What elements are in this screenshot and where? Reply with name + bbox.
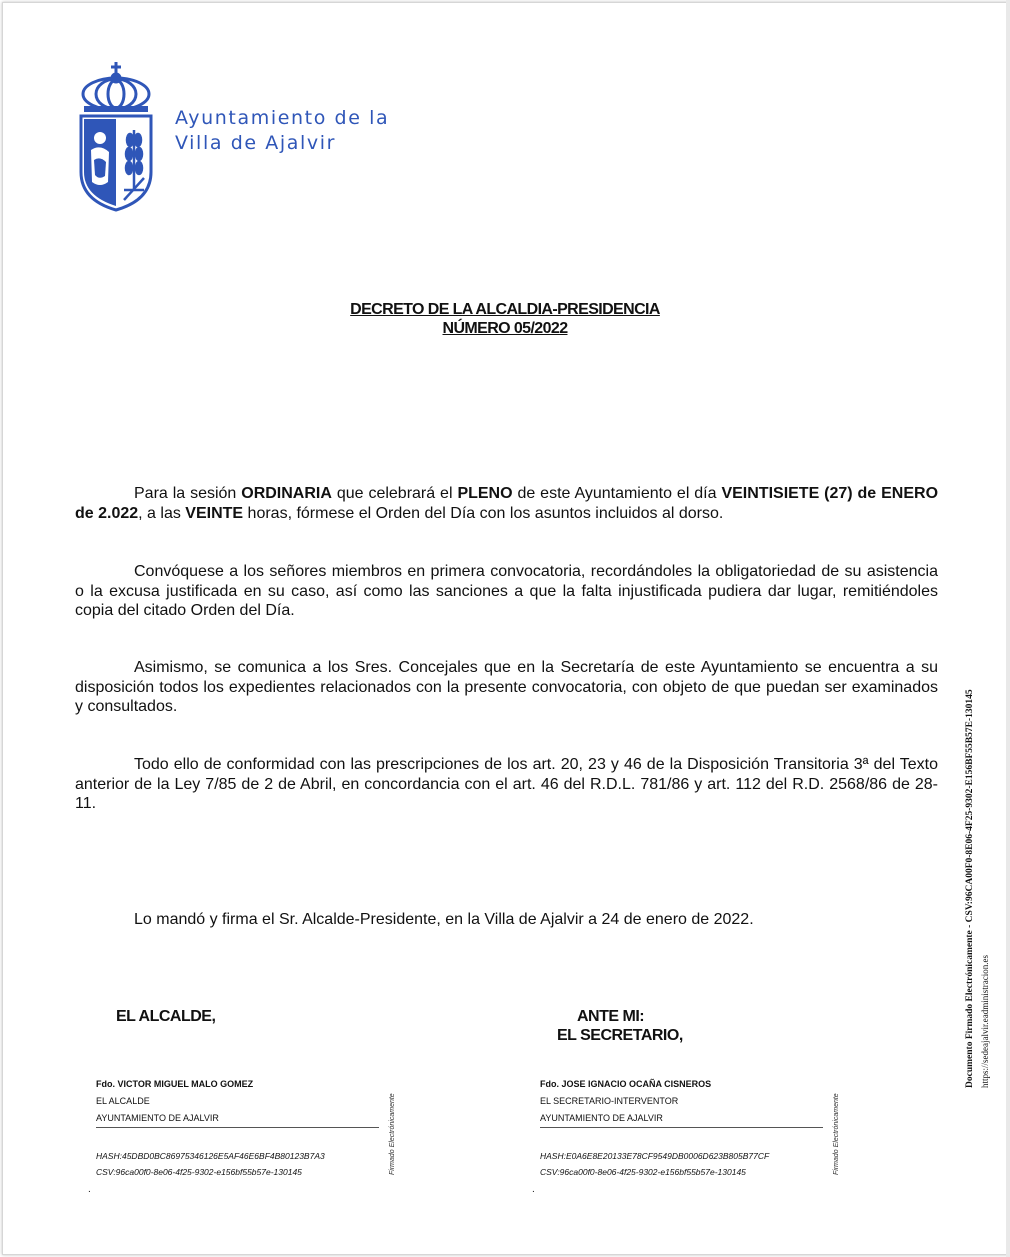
paragraph-files: Asimismo, se comunica a los Sres. Concejales que en la Secretaría de este Ayuntamiento se encuentra a su disposición todos los expedientes relacionados con la presente convocatoria, con objeto de que puedan ser examinados y consultados. [75,659,938,715]
signature-hash: HASH:E0A6E8E20133E78CF9549DB0006D623B805B77CF [540,1151,770,1161]
signature-csv: CSV:96ca00f0-8e06-4f25-9302-e156bf55b57e-130145 [96,1167,302,1177]
p1-text-3: de este Ayuntamiento el día [512,485,722,502]
p1-text-4: , a las [138,504,186,522]
decree-title: DECRETO DE LA ALCALDIA-PRESIDENCIA [350,301,660,318]
coat-of-arms-logo [78,60,154,212]
mark-left: . [88,1184,91,1195]
signature-csv: CSV:96ca00f0-8e06-4f25-9302-e156bf55b57e-130145 [540,1167,746,1177]
signer-name: Fdo. JOSE IGNACIO OCAÑA CISNEROS [540,1079,712,1089]
signature-block-mayor [96,1076,386,1180]
p1-text-1: Para la sesión [134,485,242,502]
paragraph-legal-basis: Todo ello de conformidad con las prescripciones de los art. 20, 23 y 46 de la Disposición Transitoria 3ª del Texto anterior de la Ley 7/85 de 2 de Abril, en concordancia con el art. 46 del R.D.L. 781/86 y art. 112 del R.D. 2568/86 de 28-11. [75,756,938,812]
signature-block-secretary [540,1076,830,1180]
page-edge-shadow [1006,0,1010,1257]
p1-text-2: que celebrará el [331,485,458,502]
p1-bold-hour: VEINTE [185,504,244,522]
mark-right: . [532,1184,535,1195]
paragraph-signing: Lo mandó y firma el Sr. Alcalde-Presidente, en la Villa de Ajalvir a 24 de enero de 2022. [134,911,754,928]
org-line-1: Ayuntamiento de la [175,107,390,129]
p1-bold-date: VEINTISIETE (27) de ENERO de 2.022 [75,485,939,522]
signer-org: AYUNTAMIENTO DE AJALVIR [96,1110,379,1128]
signer-org: AYUNTAMIENTO DE AJALVIR [540,1110,823,1128]
verification-url[interactable]: https://sedeajalvir.eadministracion.es [980,955,990,1088]
p1-bold-pleno: PLENO [457,485,513,502]
org-line-2: Villa de Ajalvir [175,132,337,154]
signed-stamp-left: Firmado Electrónicamente [389,1093,396,1175]
electronic-signature-note: Documento Firmado Electrónicamente - CSV:96CA00F0-8E06-4F25-9302-E156BF55B57E-130145 [965,689,975,1088]
signature-heading-ante-mi: ANTE MI: [577,1008,645,1025]
decree-number: NÚMERO 05/2022 [442,320,568,337]
paragraph-convocation: Convóquese a los señores miembros en primera convocatoria, recordándoles la obligatoriedad de su asistencia o la excusa justificada en su caso, así como las sanciones a que la falta injustificada pudiera dar lugar, remitiéndoles copia del citado Orden del Día. [75,563,938,619]
signature-hash: HASH:45DBD0BC86975346126E5AF46E6BF4B80123B7A3 [96,1151,325,1161]
signature-heading-secretary: EL SECRETARIO, [557,1027,683,1044]
signer-role: EL SECRETARIO-INTERVENTOR [540,1096,679,1106]
p1-bold-ordinaria: ORDINARIA [241,485,332,502]
signature-heading-mayor: EL ALCALDE, [116,1008,216,1025]
organization-name [175,106,389,156]
p1-text-5: horas, fórmese el Orden del Día con los asuntos incluidos al dorso. [243,504,724,522]
paragraph-session [75,484,938,523]
signer-role: EL ALCALDE [96,1096,150,1106]
signer-name: Fdo. VICTOR MIGUEL MALO GOMEZ [96,1079,254,1089]
signed-stamp-right: Firmado Electrónicamente [833,1093,840,1175]
